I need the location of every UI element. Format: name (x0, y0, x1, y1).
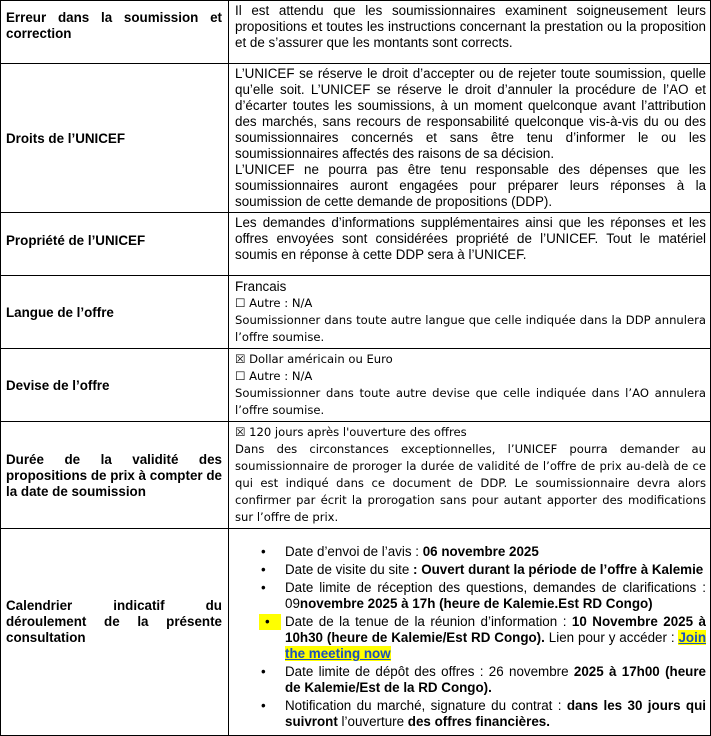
row-label: Calendrier indicatif du déroulement de la présente consultation (1, 529, 229, 736)
row-value (229, 276, 711, 349)
row-value (229, 349, 711, 422)
language-value: Francais (235, 279, 287, 294)
table-row (1, 529, 711, 736)
note: Soumissionner dans toute autre langue que celle indiquée dans la DDP annulera l’offre soumise. (235, 313, 706, 344)
table-row (1, 213, 711, 276)
schedule-list (235, 544, 706, 730)
bullet-icon: • (259, 614, 281, 630)
validity-checkbox: ☒ 120 jours après l'ouverture des offres (235, 425, 467, 439)
bullet-icon: • (261, 580, 266, 595)
table-row (1, 422, 711, 529)
row-value (229, 529, 711, 736)
row-label: Propriété de l’UNICEF (1, 213, 229, 276)
list-item: • Date de visite du site : Ouvert durant la période de l’offre à Kalemie (261, 562, 704, 577)
row-label: Durée de la validité des propositions de prix à compter de la date de soumission (1, 422, 229, 529)
bullet-icon: • (261, 698, 266, 713)
row-label: Droits de l’UNICEF (1, 64, 229, 213)
other-checkbox: ☐ Autre : N/A (235, 296, 313, 310)
list-item: • Date de la tenue de la réunion d’information : 10 Novembre 2025 à 10h30 (heure de Kalemie/Est RD Congo). Lien pour y accéder : Join the meeting now (265, 614, 706, 662)
row-label: Devise de l’offre (1, 349, 229, 422)
list-item: • Date limite de réception des questions, demandes de clarifications : 09novembre 2025 à 17h (heure de Kalemie.Est RD Congo) (261, 580, 706, 611)
currency-checkbox: ☒ Dollar américain ou Euro (235, 352, 393, 366)
row-label: Langue de l’offre (1, 276, 229, 349)
bullet-icon: • (261, 544, 266, 559)
table-row (1, 64, 711, 213)
table-row (1, 1, 711, 64)
bullet-icon: • (261, 562, 266, 577)
table-row (1, 349, 711, 422)
other-checkbox: ☐ Autre : N/A (235, 369, 313, 383)
paragraph: L’UNICEF se réserve le droit d’accepter ou de rejeter toute soumission, quelle qu’elle soit. L’UNICEF se réserve le droit d’annuler la procédure de l’AO et d’écarter toutes les soumissions, à un moment quelconque avant l’attribution des marchés, sans recours de responsabilité quelconque vis-à-vis du ou des soumissionnaires concernés et sans être tenu d’informer le ou les soumissionnaires affectés des raisons de sa décision. (235, 66, 706, 161)
join-meeting-link[interactable]: Join the meeting now (285, 630, 706, 661)
list-item: • Notification du marché, signature du contrat : dans les 30 jours qui suivront l’ouverture des offres financières. (261, 698, 707, 729)
note: Dans des circonstances exceptionnelles, l’UNICEF pourra demander au soumissionnaire de proroger la durée de validité de l’offre de prix au-delà de ce qui est indiqué dans ce document de DDP. Le soumissionnaire devra alors confirmer par écrit la prorogation sans pour autant apporter des modifications sur l’offre de prix. (235, 442, 706, 524)
list-item: • Date d’envoi de l’avis : 06 novembre 2025 (261, 544, 539, 559)
row-value: Il est attendu que les soumissionnaires examinent soigneusement leurs propositions et toutes les instructions concernant la prestation ou la proposition et de s’assurer que les montants sont corrects. (229, 1, 711, 64)
list-item: • Date limite de dépôt des offres : 26 novembre 2025 à 17h00 (heure de Kalemie/Est de la RD Congo). (261, 664, 707, 695)
row-value (229, 64, 711, 213)
paragraph: L’UNICEF ne pourra pas être tenu responsable des dépenses que les soumissionnaires auront engagées pour préparer leurs réponses à la soumission de cette demande de propositions (DDP). (235, 162, 706, 209)
bullet-icon: • (261, 664, 266, 679)
table-row (1, 276, 711, 349)
row-value (229, 422, 711, 529)
row-value: Les demandes d’informations supplémentaires ainsi que les réponses et les offres envoyées sont considérées propriété de l’UNICEF. Tout le matériel soumis en réponse à cette DDP sera à l’UNICEF. (229, 213, 711, 276)
row-label: Erreur dans la soumission et correction (1, 1, 229, 64)
note: Soumissionner dans toute autre devise que celle indiquée dans l’AO annulera l’offre soumise. (235, 386, 706, 417)
